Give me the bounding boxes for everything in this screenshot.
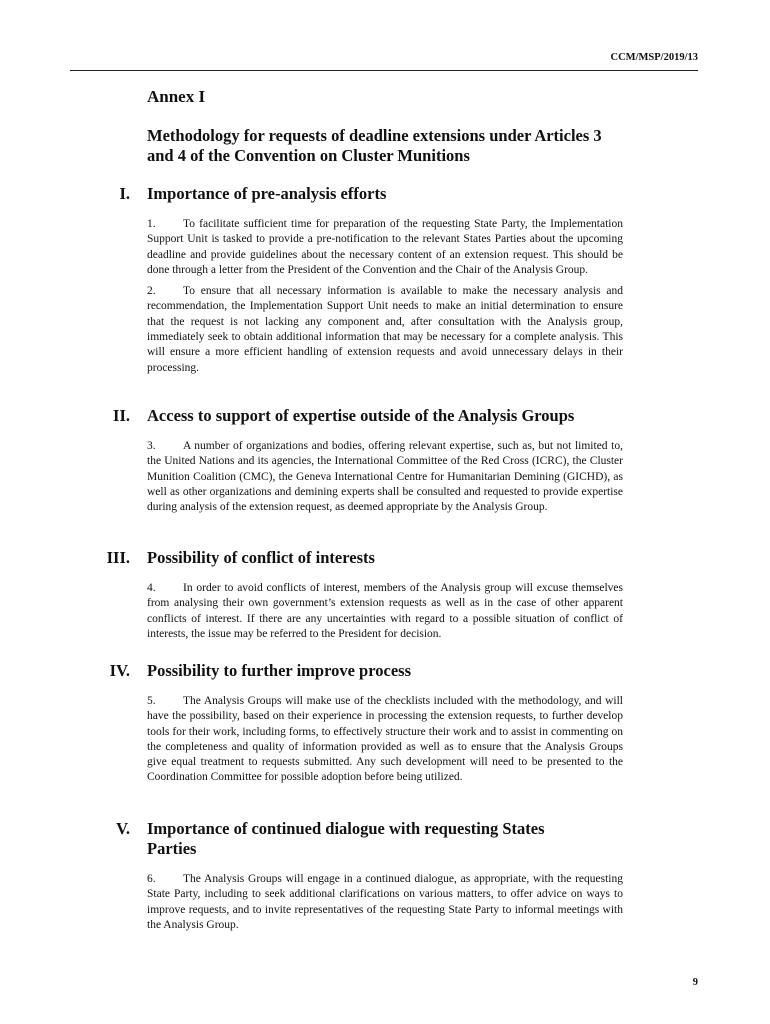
section-heading: [0, 406, 770, 426]
section-title: Importance of pre-analysis efforts: [147, 184, 387, 203]
paragraph: [147, 872, 623, 933]
paragraph-number: 3.: [147, 440, 156, 452]
section-heading: [0, 548, 770, 568]
document-symbol: CCM/MSP/2019/13: [610, 52, 698, 63]
paragraph: [147, 217, 623, 278]
section-title: Access to support of expertise outside of the Analysis Groups: [147, 406, 575, 425]
paragraph: [147, 284, 623, 376]
section-2: [0, 406, 770, 521]
section-1: [0, 184, 770, 382]
paragraph-number: 4.: [147, 582, 156, 594]
paragraph: [147, 581, 623, 642]
paragraph-number: 1.: [147, 218, 156, 230]
section-number: I.: [119, 184, 130, 203]
paragraph: [147, 439, 623, 515]
section-title: Possibility of conflict of interests: [147, 548, 375, 567]
paragraph-number: 5.: [147, 695, 156, 707]
section-number: V.: [116, 819, 130, 838]
annex-label: Annex I: [147, 87, 206, 106]
paragraph-text: The Analysis Groups will engage in a continued dialogue, as appropriate, with the requesting State Party, including to seek additional clarifications on various matters, to offer advice on ways to improve requests, and to invite representatives of the requesting State Party to informal meetings with the Analysis Group.: [147, 873, 623, 931]
paragraph-text: To facilitate sufficient time for preparation of the requesting State Party, the Implementation Support Unit is tasked to provide a pre-notification to the relevant States Parties about the upcoming deadline and provide guidelines about the necessary content of an extension request. This should be done through a letter from the President of the Convention and the Chair of the Analysis Group.: [147, 218, 623, 276]
section-5: [0, 819, 770, 939]
section-number: II.: [113, 406, 130, 425]
paragraph-number: 2.: [147, 285, 156, 298]
section-title: Importance of continued dialogue with requesting States Parties: [147, 819, 545, 858]
page-number: 9: [692, 977, 698, 988]
section-4: [0, 661, 770, 792]
paragraph-text: In order to avoid conflicts of interest, members of the Analysis group will excuse themselves from analysing their own government’s extension requests as well as in the case of other apparent conflicts of interest. If there are any uncertainties with regard to a possible situation of conflict of interests, the issue may be referred to the President for decision.: [147, 582, 623, 640]
paragraph-text: A number of organizations and bodies, offering relevant expertise, such as, but not limited to, the United Nations and its agencies, the International Committee of the Red Cross (ICRC), the Cluster Munition Coalition (CMC), the Geneva International Centre for Humanitarian Demining (GICHD), as well as other organizations and demining experts shall be consulted and requested to provide expertise during analysis of the extension request, as deemed appropriate by the Analysis Group.: [147, 440, 623, 514]
section-title: Possibility to further improve process: [147, 661, 411, 680]
section-heading: [0, 661, 770, 681]
paragraph-text: The Analysis Groups will make use of the checklists included with the methodology, and will have the possibility, based on their experience in processing the extension requests, to further develop tools for their work, including forms, to effectively structure their work and to assist in commenting on the completeness and quality of information provided as well as to ensure that the Analysis Groups give equal treatment to requests submitted. Any such development will need to be presented to the Coordination Committee for possible adoption before being utilized.: [147, 695, 623, 784]
page-header: [70, 52, 698, 71]
document-title: Methodology for requests of deadline extensions under Articles 3 and 4 of the Convention on Cluster Munitions: [147, 126, 602, 165]
section-3: [0, 548, 770, 648]
section-number: III.: [106, 548, 130, 567]
section-number: IV.: [109, 661, 130, 680]
section-heading: [0, 819, 770, 859]
paragraph-text: To ensure that all necessary information is available to make the necessary analysis and recommendation, the Implementation Support Unit needs to make an initial determination to ensure that the request is not lacking any component and, after consultation with the Analysis group, immediately seek to obtain additional information that may be necessary for a complete analysis. This will ensure a more efficient handling of extension requests and avoid unnecessary delays in their processing.: [147, 285, 623, 374]
section-heading: [0, 184, 770, 204]
paragraph-number: 6.: [147, 873, 156, 885]
paragraph: [147, 694, 623, 786]
